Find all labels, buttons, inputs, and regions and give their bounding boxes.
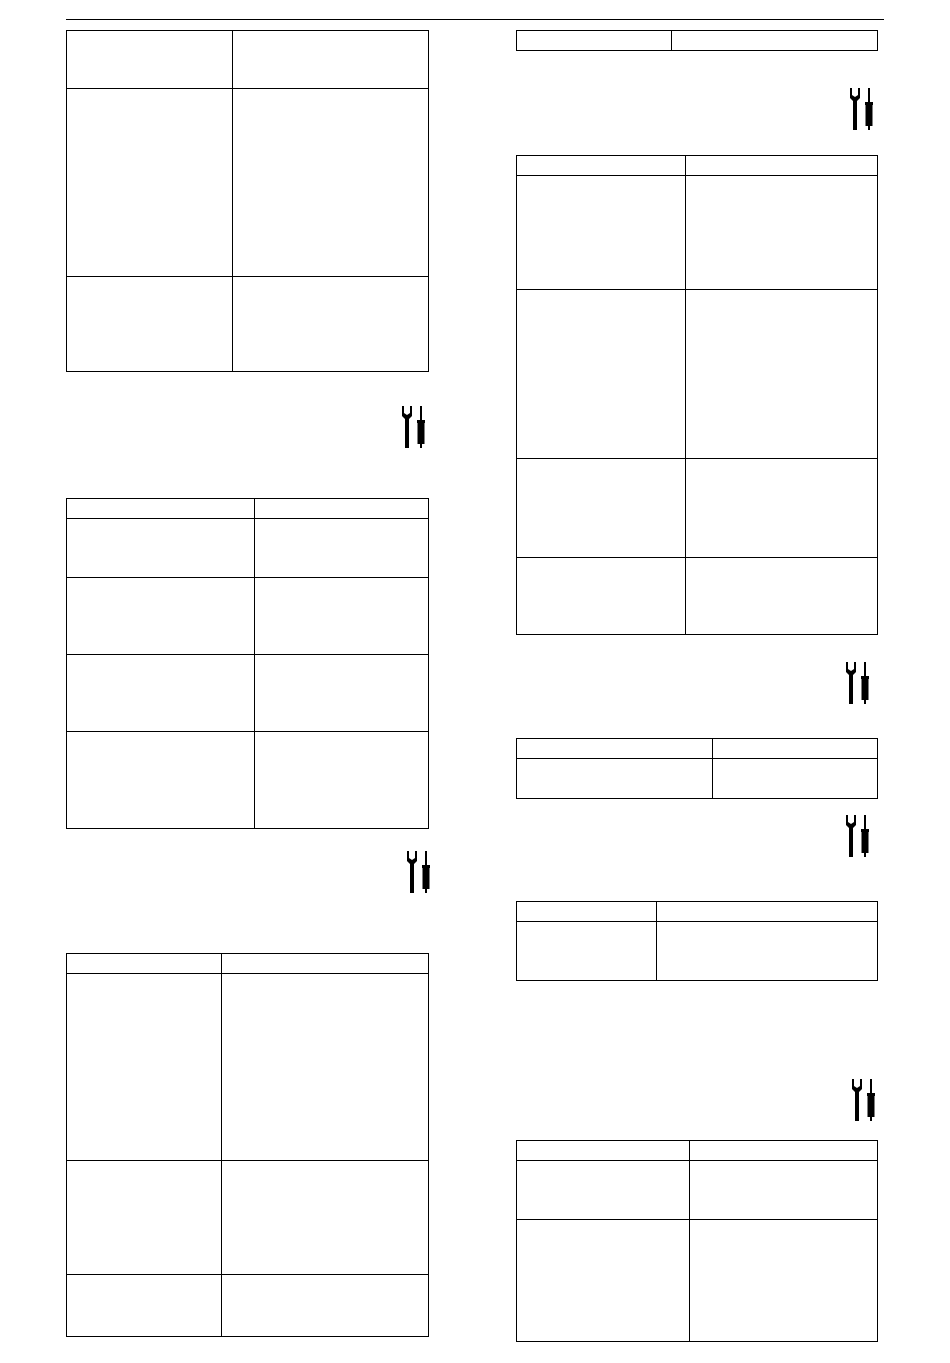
- table-left-1: [66, 30, 429, 372]
- wrench-screwdriver-icon: [849, 88, 879, 130]
- table-left-3: [66, 953, 429, 1337]
- header-rule: [66, 19, 884, 20]
- table-left-2: [66, 498, 429, 829]
- table-right-4: [516, 901, 878, 981]
- table-right-2: [516, 155, 878, 635]
- table-right-1: [516, 30, 878, 51]
- wrench-screwdriver-icon: [845, 815, 875, 857]
- wrench-screwdriver-icon: [406, 851, 436, 893]
- table-right-5: [516, 1140, 878, 1342]
- table-right-3: [516, 738, 878, 799]
- wrench-screwdriver-icon: [401, 406, 431, 448]
- wrench-screwdriver-icon: [851, 1079, 881, 1121]
- wrench-screwdriver-icon: [845, 662, 875, 704]
